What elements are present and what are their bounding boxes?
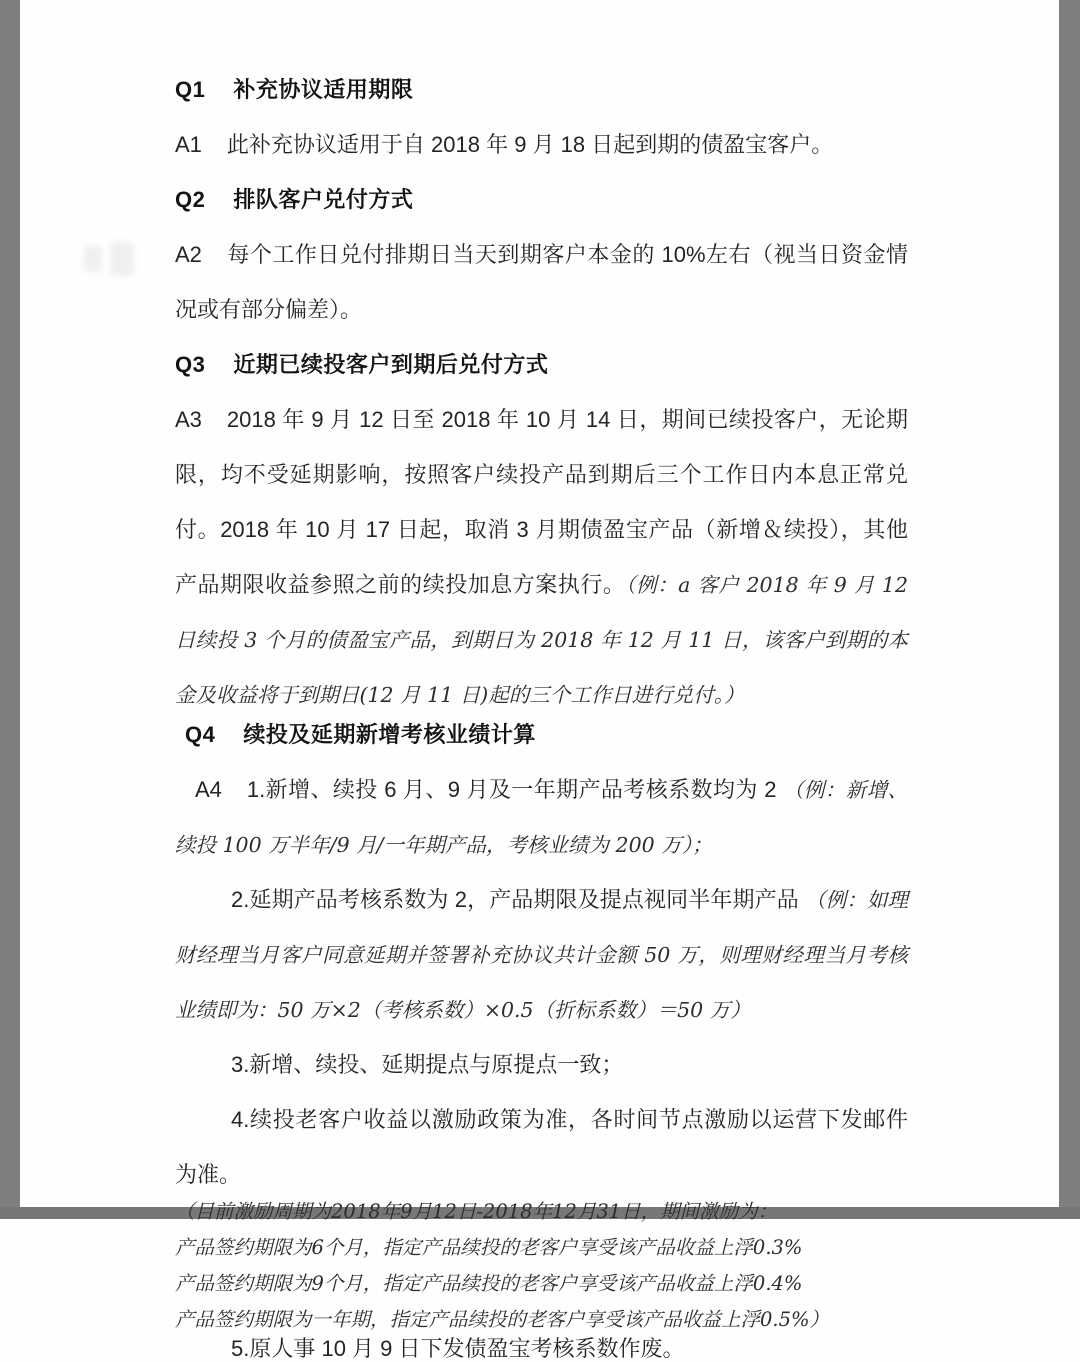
- incentive-note-block: [175, 1194, 908, 1338]
- a4-point2-text: 2.延期产品考核系数为 2，产品期限及提点视同半年期产品: [231, 887, 806, 912]
- incentive-line: 产品签约期限为6个月，指定产品续投的老客户享受该产品收益上浮0.3%: [175, 1236, 803, 1259]
- a2-label: A2: [175, 242, 202, 267]
- q3-label: Q3: [175, 352, 206, 377]
- a4-point5-paragraph: [175, 1336, 908, 1362]
- q4-title: 续投及延期新增考核业绩计算: [243, 722, 536, 747]
- a4-point4-paragraph: [175, 1092, 908, 1202]
- q1-heading: [175, 62, 908, 117]
- a4-point1-paragraph: [175, 762, 908, 872]
- a4-point3-paragraph: [175, 1037, 908, 1092]
- right-gray-border: [1059, 0, 1080, 1219]
- a4-label: A4: [195, 777, 222, 802]
- incentive-line: 产品签约期限为一年期，指定产品续投的老客户享受该产品收益上浮0.5%）: [175, 1308, 830, 1331]
- a4-point1-text: 1.新增、续投 6 月、9 月及一年期产品考核系数均为 2: [246, 777, 783, 802]
- a1-paragraph: [175, 117, 908, 172]
- q3-title: 近期已续投客户到期后兑付方式: [233, 352, 549, 377]
- q4-label: Q4: [185, 722, 216, 747]
- a4-point2-paragraph: [175, 872, 908, 1037]
- incentive-line: 产品签约期限为9个月，指定产品续投的老客户享受该产品收益上浮0.4%: [175, 1272, 803, 1295]
- a4-point2-example: （例：如理财经理当月客户同意延期并签署补充协议共计金额 50 万，则理财经理当月考核业绩即为：50 万×2（考核系数）×0.5（折标系数）＝50 万）: [175, 888, 909, 1022]
- a3-text: 2018 年 9 月 12 日至 2018 年 10 月 14 日，期间已续投客户，无论期限，均不受延期影响，按照客户续投产品到期后三个工作日内本息正常兑付。2018 年 10 月 17 日起，取消 3 月期债盈宝产品（新增＆续投），其他产品期限收益参照之前的续投加息方案执行。: [175, 407, 908, 597]
- a4-point3-text: 3.新增、续投、延期提点与原提点一致；: [231, 1052, 624, 1077]
- a1-text: 此补充协议适用于自 2018 年 9 月 18 日起到期的债盈宝客户。: [226, 132, 834, 157]
- q3-heading: [175, 337, 908, 392]
- a3-paragraph: [175, 392, 908, 722]
- a2-text: 每个工作日兑付排期日当天到期客户本金的 10%左右（视当日资金情况或有部分偏差）。: [175, 242, 908, 322]
- a1-label: A1: [175, 132, 202, 157]
- q1-title: 补充协议适用期限: [233, 77, 414, 102]
- left-gray-border: [0, 0, 20, 1219]
- a2-paragraph: [175, 227, 908, 337]
- faint-watermark: [80, 240, 144, 282]
- a3-label: A3: [175, 407, 202, 432]
- q2-label: Q2: [175, 187, 206, 212]
- a4-point4-text: 4.续投老客户收益以激励政策为准，各时间节点激励以运营下发邮件为准。: [175, 1107, 908, 1187]
- qa-document: [175, 62, 908, 1362]
- q2-heading: [175, 172, 908, 227]
- q1-label: Q1: [175, 77, 206, 102]
- q2-title: 排队客户兑付方式: [233, 187, 414, 212]
- a3-example-text: （例：a 客户 2018 年 9 月 12 日续投 3 个月的债盈宝产品，到期日为 2018 年 12 月 11 日，该客户到期的本金及收益将于到期日(12 月 11 日)起的三个工作日进行兑付。）: [175, 573, 908, 707]
- a4-point1-example: （例：新增、续投 100 万半年/9 月/一年期产品，考核业绩为 200 万）；: [175, 778, 908, 857]
- a4-point5-text: 5.原人事 10 月 9 日下发债盈宝考核系数作废。: [231, 1336, 685, 1361]
- incentive-line: （目前激励周期为2018年9月12日-2018年12月31日，期间激励为：: [175, 1200, 778, 1223]
